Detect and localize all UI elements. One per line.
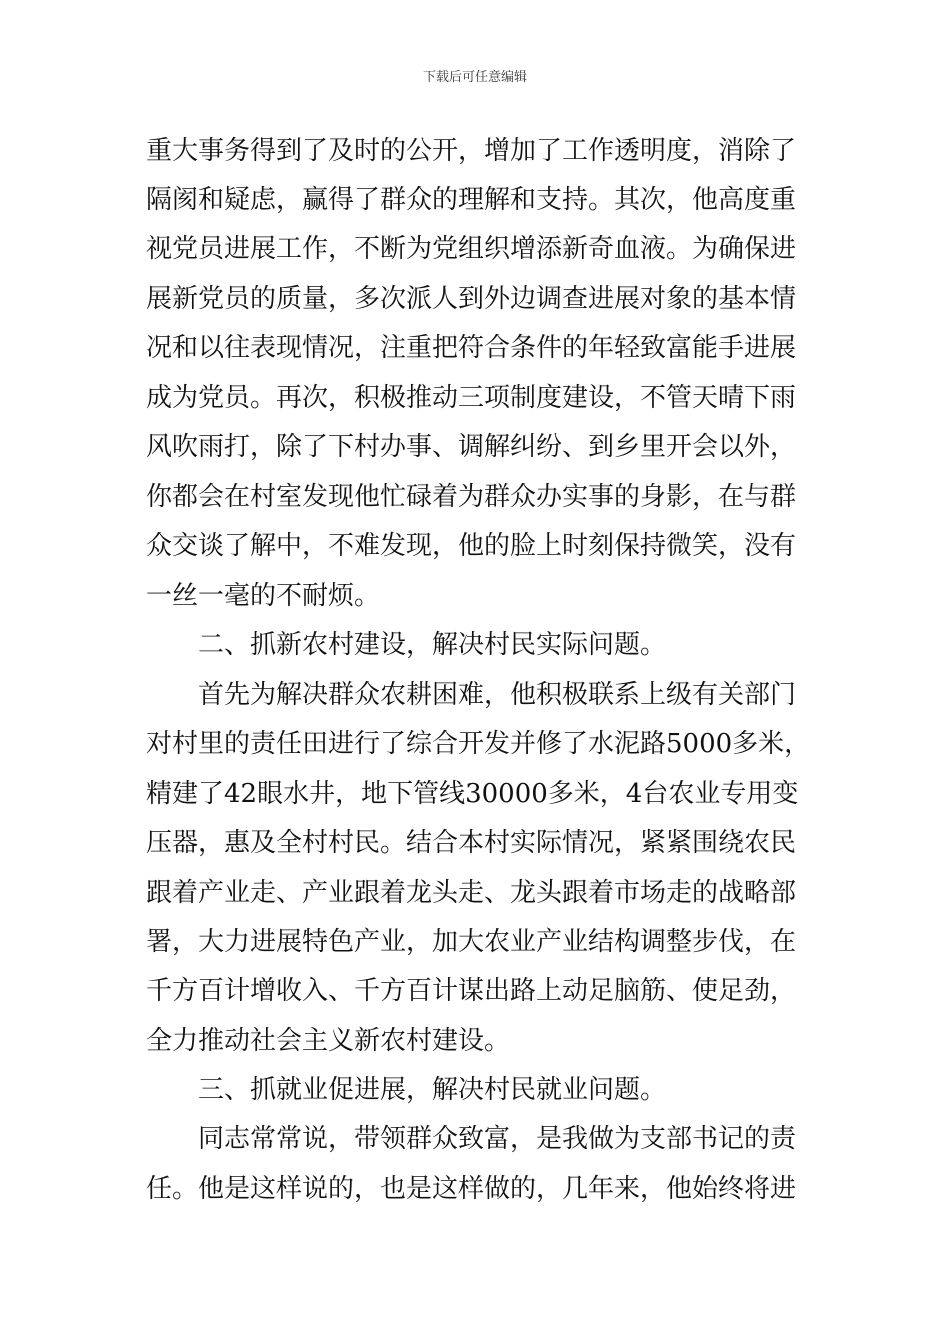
text-line: 展新党员的质量，多次派人到外边调查进展对象的基本情	[146, 284, 797, 314]
text-line: 千方百计增收入、千方百计谋出路上动足脑筋、使足劲，	[146, 976, 797, 1006]
text-line: 压器，惠及全村村民。结合本村实际情况，紧紧围绕农民	[146, 828, 797, 858]
text-line: 署，大力进展特色产业，加大农业产业结构调整步伐，在	[146, 927, 797, 957]
text-line: 首先为解决群众农耕困难，他积极联系上级有关部门	[198, 680, 797, 710]
text-line: 众交谈了解中，不难发现，他的脸上时刻保持微笑，没有	[146, 531, 797, 561]
page-header: 下载后可任意编辑	[422, 70, 527, 85]
text-line: 你都会在村室发现他忙碌着为群众办实事的身影，在与群	[146, 482, 797, 512]
text-line: 任。他是这样说的，也是这样做的，几年来，他始终将进	[146, 1174, 797, 1204]
text-line: 全力推动社会主义新农村建设。	[146, 1026, 511, 1056]
text-line: 成为党员。再次，积极推动三项制度建设，不管天晴下雨	[146, 383, 797, 413]
text-line: 精建了42眼水井，地下管线30000多米，4台农业专用变	[146, 779, 799, 809]
text-line: 一丝一毫的不耐烦。	[146, 581, 381, 611]
text-line: 视党员进展工作，不断为党组织增添新奇血液。为确保进	[146, 234, 797, 264]
section-heading: 三、抓就业促进展，解决村民就业问题。	[198, 1075, 667, 1105]
text-line: 风吹雨打，除了下村办事、调解纠纷、到乡里开会以外，	[146, 432, 797, 462]
text-line: 重大事务得到了及时的公开，增加了工作透明度，消除了	[146, 136, 797, 166]
section-heading: 二、抓新农村建设，解决村民实际问题。	[198, 630, 667, 660]
text-line: 对村里的责任田进行了综合开发并修了水泥路5000多米，	[146, 729, 811, 759]
text-line: 况和以往表现情况，注重把符合条件的年轻致富能手进展	[146, 333, 797, 363]
text-line: 隔阂和疑虑，赢得了群众的理解和支持。其次，他高度重	[146, 185, 797, 215]
text-line: 跟着产业走、产业跟着龙头走、龙头跟着市场走的战略部	[146, 878, 797, 908]
text-line: 同志常常说，带领群众致富，是我做为支部书记的责	[198, 1124, 797, 1154]
